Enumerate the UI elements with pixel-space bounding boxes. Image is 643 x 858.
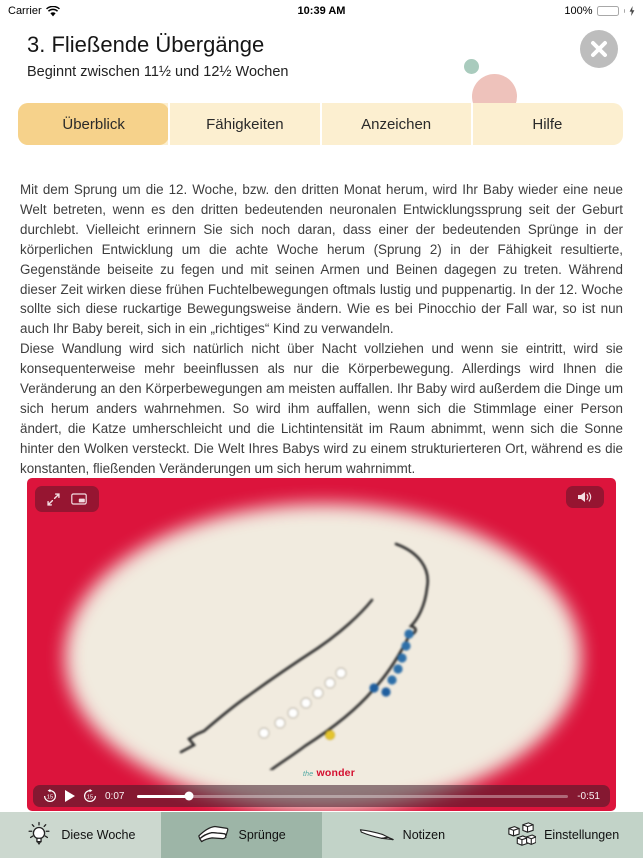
fullscreen-button[interactable] — [47, 493, 60, 506]
tab-faehigkeiten[interactable] — [169, 103, 320, 145]
speaker-icon — [577, 491, 593, 503]
logo-text: wonder — [316, 767, 356, 779]
nav-einstellungen[interactable] — [482, 812, 643, 858]
logo-prefix: the — [303, 771, 314, 778]
nav-label: Einstellungen — [544, 828, 620, 842]
nav-label: Notizen — [402, 828, 446, 842]
article-paragraph-1: Mit dem Sprung um die 12. Woche, bzw. den dritten Monat herum, wird Ihr Baby wieder eine neue Welt betreten, wenn es den dritten bedeutenden neuronalen Entwicklungssprung seit der Geburt durchlebt. Vielleicht erinnern Sie sich noch daran, dass einer der bedeutenden Sprünge in der körperlichen Entwicklung um die achte Woche herum (Sprung 2) in der Fähigkeit resultierte, Gegenstände beiseite zu fegen und mit seinen Armen und Beinen dagegen zu treten. Während dieser Zeit wirken diese frühen Fuchtelbewegungen oftmals lustig und puppenartig. In der 12. Woche sollte sich diese ruckartige Bewegungsweise ändern. Wie es bei Pinocchio der Fall war, so ist nun auch Ihr Baby bereit, sich in ein „richtiges“ Kind zu verwandeln. — [20, 182, 623, 337]
pencil-icon — [359, 827, 395, 843]
article-paragraph-2: Diese Wandlung wird sich natürlich nicht über Nacht vollziehen und wenn sie eintritt, wird sie konsequenterweise mehr beeinflussen als nur die Körperbewegung. Allerdings wird Ihnen die Veränderung an den Körperbewegungen am meisten auffallen. Ihr Baby wird außerdem die Dinge um sich herum anders wahrnehmen. So wird ihm auffallen, wenn sich die Stimmlage einer Person ändert, die Katze umherschleicht und die Lichtintensität im Raum abnimmt, wenn sich die Sonne hinter den Wolken versteckt. Die Welt Ihres Babys wird zu einem strukturierteren Ort, während es die konstanten, fließenden Veränderungen um sich herum wahrnimmt. — [20, 341, 623, 476]
video-player[interactable] — [27, 478, 616, 811]
progress-knob[interactable] — [184, 792, 193, 801]
tab-label: Anzeichen — [361, 115, 432, 133]
tab-hilfe[interactable] — [472, 103, 623, 145]
nav-label: Sprünge — [238, 828, 286, 842]
nav-label: Diese Woche — [61, 828, 136, 842]
tab-label: Überblick — [62, 115, 125, 133]
nav-diese-woche[interactable] — [0, 812, 161, 858]
mute-button[interactable] — [566, 486, 604, 508]
progress-bar[interactable] — [137, 795, 568, 798]
close-button[interactable] — [580, 30, 618, 68]
section-tab-bar — [18, 103, 623, 145]
carrier-label: Carrier — [8, 5, 42, 17]
video-controls — [33, 785, 610, 807]
svg-text:15: 15 — [46, 794, 54, 801]
close-icon — [590, 40, 608, 58]
cubes-icon — [506, 821, 536, 849]
book-icon — [196, 823, 230, 847]
bottom-nav-bar — [0, 812, 643, 858]
article-body — [20, 180, 623, 479]
lightbulb-icon — [25, 821, 53, 849]
play-button[interactable] — [65, 790, 75, 802]
svg-text:15: 15 — [86, 794, 94, 801]
clock: 10:39 AM — [297, 5, 346, 17]
page-title: 3. Fließende Übergänge — [27, 32, 265, 57]
battery-percent-label: 100% — [564, 5, 593, 17]
skip-back-15-button[interactable] — [43, 789, 57, 803]
pip-button[interactable] — [71, 493, 87, 505]
tab-anzeichen[interactable] — [321, 103, 472, 145]
deco-circle-teal — [464, 59, 479, 74]
wonder-weeks-logo — [303, 767, 355, 779]
elapsed-time: 0:07 — [105, 790, 125, 802]
baby-sketch — [130, 530, 530, 770]
tab-ueberblick[interactable] — [18, 103, 169, 145]
progress-fill — [137, 795, 189, 798]
nav-notizen[interactable] — [322, 812, 483, 858]
remaining-time: -0:51 — [577, 790, 600, 802]
nav-spruenge[interactable] — [161, 812, 322, 858]
tab-label: Fähigkeiten — [206, 115, 284, 133]
video-display-controls — [35, 486, 99, 512]
tab-label: Hilfe — [532, 115, 563, 133]
status-bar — [0, 0, 643, 22]
skip-forward-15-button[interactable] — [83, 789, 97, 803]
page-subtitle: Beginnt zwischen 11½ und 12½ Wochen — [27, 64, 289, 80]
